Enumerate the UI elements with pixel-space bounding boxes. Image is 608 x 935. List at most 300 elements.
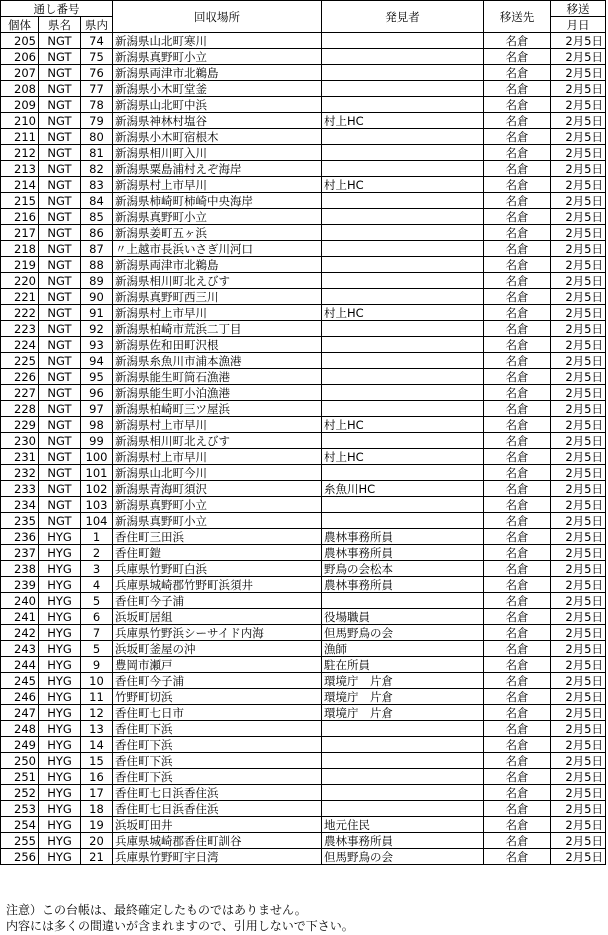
finder-cell — [322, 289, 484, 305]
individual-number-cell: 236 — [1, 529, 39, 545]
transfer-date-cell: 2月5日 — [551, 433, 606, 449]
individual-number-cell: 245 — [1, 673, 39, 689]
in-prefecture-number-cell: 14 — [81, 737, 113, 753]
table-row — [1, 721, 606, 737]
header-monthday: 月日 — [551, 17, 606, 33]
transfer-date-cell: 2月5日 — [551, 817, 606, 833]
prefecture-code-cell: NGT — [39, 193, 81, 209]
collection-location-cell: 兵庫県竹野町白浜 — [113, 561, 322, 577]
prefecture-code-cell: HYG — [39, 705, 81, 721]
table-row — [1, 513, 606, 529]
header-row-top — [1, 1, 606, 17]
prefecture-code-cell: HYG — [39, 609, 81, 625]
in-prefecture-number-cell: 74 — [81, 33, 113, 49]
prefecture-code-cell: NGT — [39, 513, 81, 529]
transfer-date-cell: 2月5日 — [551, 209, 606, 225]
transfer-date-cell: 2月5日 — [551, 337, 606, 353]
transfer-date-cell: 2月5日 — [551, 625, 606, 641]
table-row — [1, 369, 606, 385]
table-row — [1, 417, 606, 433]
individual-number-cell: 243 — [1, 641, 39, 657]
table-row — [1, 577, 606, 593]
table-row — [1, 465, 606, 481]
destination-cell: 名倉 — [484, 417, 551, 433]
individual-number-cell: 232 — [1, 465, 39, 481]
individual-number-cell: 222 — [1, 305, 39, 321]
in-prefecture-number-cell: 79 — [81, 113, 113, 129]
individual-number-cell: 230 — [1, 433, 39, 449]
table-row — [1, 49, 606, 65]
finder-cell — [322, 241, 484, 257]
transfer-date-cell: 2月5日 — [551, 33, 606, 49]
collection-location-cell: 香住町下浜 — [113, 737, 322, 753]
destination-cell: 名倉 — [484, 369, 551, 385]
table-row — [1, 641, 606, 657]
prefecture-code-cell: NGT — [39, 305, 81, 321]
prefecture-code-cell: HYG — [39, 657, 81, 673]
individual-number-cell: 221 — [1, 289, 39, 305]
finder-cell — [322, 337, 484, 353]
prefecture-code-cell: NGT — [39, 433, 81, 449]
in-prefecture-number-cell: 87 — [81, 241, 113, 257]
in-prefecture-number-cell: 17 — [81, 785, 113, 801]
prefecture-code-cell: HYG — [39, 545, 81, 561]
prefecture-code-cell: NGT — [39, 353, 81, 369]
finder-cell — [322, 353, 484, 369]
destination-cell: 名倉 — [484, 465, 551, 481]
transfer-date-cell: 2月5日 — [551, 401, 606, 417]
destination-cell: 名倉 — [484, 225, 551, 241]
transfer-date-cell: 2月5日 — [551, 529, 606, 545]
in-prefecture-number-cell: 84 — [81, 193, 113, 209]
table-row — [1, 497, 606, 513]
collection-location-cell: 香住町今子浦 — [113, 593, 322, 609]
finder-cell: 農林事務所員 — [322, 545, 484, 561]
prefecture-code-cell: HYG — [39, 593, 81, 609]
prefecture-code-cell: NGT — [39, 481, 81, 497]
destination-cell: 名倉 — [484, 561, 551, 577]
destination-cell: 名倉 — [484, 385, 551, 401]
destination-cell: 名倉 — [484, 257, 551, 273]
destination-cell: 名倉 — [484, 321, 551, 337]
transfer-date-cell: 2月5日 — [551, 497, 606, 513]
destination-cell: 名倉 — [484, 641, 551, 657]
destination-cell: 名倉 — [484, 289, 551, 305]
collection-location-cell: 浜坂町釜屋の沖 — [113, 641, 322, 657]
collection-location-cell: 新潟県山北町今川 — [113, 465, 322, 481]
table-row — [1, 337, 606, 353]
prefecture-code-cell: HYG — [39, 625, 81, 641]
in-prefecture-number-cell: 7 — [81, 625, 113, 641]
destination-cell: 名倉 — [484, 145, 551, 161]
collection-location-cell: 兵庫県竹野浜シーサイド内海 — [113, 625, 322, 641]
collection-location-cell: 新潟県能生町小泊漁港 — [113, 385, 322, 401]
prefecture-code-cell: NGT — [39, 337, 81, 353]
transfer-date-cell: 2月5日 — [551, 641, 606, 657]
collection-location-cell: 香住町三田浜 — [113, 529, 322, 545]
finder-cell — [322, 801, 484, 817]
finder-cell: 但馬野鳥の会 — [322, 625, 484, 641]
table-row — [1, 401, 606, 417]
finder-cell: 村上HC — [322, 113, 484, 129]
individual-number-cell: 250 — [1, 753, 39, 769]
transfer-date-cell: 2月5日 — [551, 609, 606, 625]
collection-location-cell: 兵庫県竹野町宇日湾 — [113, 849, 322, 865]
table-row — [1, 353, 606, 369]
prefecture-code-cell: HYG — [39, 753, 81, 769]
destination-cell: 名倉 — [484, 753, 551, 769]
in-prefecture-number-cell: 18 — [81, 801, 113, 817]
destination-cell: 名倉 — [484, 113, 551, 129]
prefecture-code-cell: NGT — [39, 49, 81, 65]
in-prefecture-number-cell: 102 — [81, 481, 113, 497]
transfer-date-cell: 2月5日 — [551, 97, 606, 113]
in-prefecture-number-cell: 99 — [81, 433, 113, 449]
in-prefecture-number-cell: 12 — [81, 705, 113, 721]
table-row — [1, 65, 606, 81]
in-prefecture-number-cell: 85 — [81, 209, 113, 225]
prefecture-code-cell: HYG — [39, 817, 81, 833]
collection-location-cell: 新潟県粟島浦村えぞ海岸 — [113, 161, 322, 177]
header-destination: 移送先 — [484, 1, 551, 33]
table-row — [1, 785, 606, 801]
collection-location-cell: 兵庫県城崎郡竹野町浜須井 — [113, 577, 322, 593]
table-row — [1, 113, 606, 129]
destination-cell: 名倉 — [484, 657, 551, 673]
individual-number-cell: 225 — [1, 353, 39, 369]
finder-cell: 駐在所員 — [322, 657, 484, 673]
collection-location-cell: 香住町今子浦 — [113, 673, 322, 689]
collection-location-cell: 新潟県村上市早川 — [113, 305, 322, 321]
destination-cell: 名倉 — [484, 305, 551, 321]
table-row — [1, 481, 606, 497]
transfer-date-cell: 2月5日 — [551, 673, 606, 689]
table-row — [1, 289, 606, 305]
transfer-date-cell: 2月5日 — [551, 721, 606, 737]
destination-cell: 名倉 — [484, 273, 551, 289]
prefecture-code-cell: HYG — [39, 833, 81, 849]
finder-cell: 漁師 — [322, 641, 484, 657]
individual-number-cell: 229 — [1, 417, 39, 433]
in-prefecture-number-cell: 91 — [81, 305, 113, 321]
table-row — [1, 833, 606, 849]
individual-number-cell: 211 — [1, 129, 39, 145]
finder-cell — [322, 97, 484, 113]
prefecture-code-cell: HYG — [39, 673, 81, 689]
header-transfer: 移送 — [551, 1, 606, 17]
destination-cell: 名倉 — [484, 65, 551, 81]
destination-cell: 名倉 — [484, 513, 551, 529]
collection-location-cell: 新潟県小木町宿根木 — [113, 129, 322, 145]
table-row — [1, 689, 606, 705]
header-finder: 発見者 — [322, 1, 484, 33]
individual-number-cell: 215 — [1, 193, 39, 209]
transfer-date-cell: 2月5日 — [551, 65, 606, 81]
in-prefecture-number-cell: 81 — [81, 145, 113, 161]
finder-cell — [322, 385, 484, 401]
in-prefecture-number-cell: 5 — [81, 641, 113, 657]
collection-location-cell: 新潟県姜町五ヶ浜 — [113, 225, 322, 241]
prefecture-code-cell: HYG — [39, 577, 81, 593]
destination-cell: 名倉 — [484, 625, 551, 641]
in-prefecture-number-cell: 10 — [81, 673, 113, 689]
in-prefecture-number-cell: 9 — [81, 657, 113, 673]
collection-location-cell: 浜坂町居組 — [113, 609, 322, 625]
collection-location-cell: 新潟県真野町小立 — [113, 497, 322, 513]
individual-number-cell: 226 — [1, 369, 39, 385]
table-row — [1, 225, 606, 241]
table-row — [1, 193, 606, 209]
collection-location-cell: 新潟県相川町北えびす — [113, 433, 322, 449]
header-location: 回収場所 — [113, 1, 322, 33]
prefecture-code-cell: HYG — [39, 737, 81, 753]
finder-cell: 村上HC — [322, 305, 484, 321]
disclaimer-line-1: 注意）この台帳は、最終確定したものではありません。 — [6, 903, 307, 917]
prefecture-code-cell: NGT — [39, 129, 81, 145]
header-prefname: 県名 — [39, 17, 81, 33]
table-row — [1, 321, 606, 337]
destination-cell: 名倉 — [484, 433, 551, 449]
collection-location-cell: 豊岡市瀬戸 — [113, 657, 322, 673]
transfer-date-cell: 2月5日 — [551, 657, 606, 673]
finder-cell — [322, 513, 484, 529]
prefecture-code-cell: NGT — [39, 289, 81, 305]
in-prefecture-number-cell: 5 — [81, 593, 113, 609]
transfer-date-cell: 2月5日 — [551, 833, 606, 849]
collection-location-cell: 新潟県村上市早川 — [113, 449, 322, 465]
finder-cell — [322, 401, 484, 417]
individual-number-cell: 213 — [1, 161, 39, 177]
finder-cell: 農林事務所員 — [322, 833, 484, 849]
individual-number-cell: 209 — [1, 97, 39, 113]
transfer-date-cell: 2月5日 — [551, 481, 606, 497]
destination-cell: 名倉 — [484, 241, 551, 257]
transfer-date-cell: 2月5日 — [551, 561, 606, 577]
prefecture-code-cell: HYG — [39, 641, 81, 657]
in-prefecture-number-cell: 82 — [81, 161, 113, 177]
table-row — [1, 817, 606, 833]
finder-cell: 農林事務所員 — [322, 577, 484, 593]
collection-location-cell: 新潟県村上市早川 — [113, 417, 322, 433]
table-row — [1, 657, 606, 673]
transfer-date-cell: 2月5日 — [551, 769, 606, 785]
destination-cell: 名倉 — [484, 337, 551, 353]
table-row — [1, 257, 606, 273]
destination-cell: 名倉 — [484, 673, 551, 689]
transfer-date-cell: 2月5日 — [551, 369, 606, 385]
prefecture-code-cell: HYG — [39, 529, 81, 545]
individual-number-cell: 228 — [1, 401, 39, 417]
collection-location-cell: 新潟県相川町入川 — [113, 145, 322, 161]
finder-cell — [322, 161, 484, 177]
collection-location-cell: 新潟県神林村塩谷 — [113, 113, 322, 129]
individual-number-cell: 244 — [1, 657, 39, 673]
transfer-date-cell: 2月5日 — [551, 225, 606, 241]
individual-number-cell: 234 — [1, 497, 39, 513]
destination-cell: 名倉 — [484, 49, 551, 65]
table-row — [1, 81, 606, 97]
destination-cell: 名倉 — [484, 593, 551, 609]
prefecture-code-cell: NGT — [39, 81, 81, 97]
in-prefecture-number-cell: 6 — [81, 609, 113, 625]
in-prefecture-number-cell: 77 — [81, 81, 113, 97]
in-prefecture-number-cell: 88 — [81, 257, 113, 273]
table-row — [1, 593, 606, 609]
destination-cell: 名倉 — [484, 33, 551, 49]
prefecture-code-cell: HYG — [39, 561, 81, 577]
transfer-date-cell: 2月5日 — [551, 465, 606, 481]
prefecture-code-cell: HYG — [39, 689, 81, 705]
collection-location-cell: 新潟県真野町小立 — [113, 209, 322, 225]
in-prefecture-number-cell: 83 — [81, 177, 113, 193]
in-prefecture-number-cell: 89 — [81, 273, 113, 289]
individual-number-cell: 233 — [1, 481, 39, 497]
transfer-date-cell: 2月5日 — [551, 737, 606, 753]
prefecture-code-cell: NGT — [39, 97, 81, 113]
table-row — [1, 33, 606, 49]
finder-cell: 但馬野鳥の会 — [322, 849, 484, 865]
prefecture-code-cell: NGT — [39, 401, 81, 417]
prefecture-code-cell: NGT — [39, 161, 81, 177]
in-prefecture-number-cell: 75 — [81, 49, 113, 65]
finder-cell: 糸魚川HC — [322, 481, 484, 497]
individual-number-cell: 240 — [1, 593, 39, 609]
destination-cell: 名倉 — [484, 577, 551, 593]
destination-cell: 名倉 — [484, 481, 551, 497]
destination-cell: 名倉 — [484, 721, 551, 737]
individual-number-cell: 238 — [1, 561, 39, 577]
destination-cell: 名倉 — [484, 545, 551, 561]
prefecture-code-cell: NGT — [39, 113, 81, 129]
individual-number-cell: 214 — [1, 177, 39, 193]
transfer-date-cell: 2月5日 — [551, 161, 606, 177]
individual-number-cell: 219 — [1, 257, 39, 273]
table-row — [1, 529, 606, 545]
prefecture-code-cell: NGT — [39, 177, 81, 193]
in-prefecture-number-cell: 104 — [81, 513, 113, 529]
individual-number-cell: 252 — [1, 785, 39, 801]
table-row — [1, 385, 606, 401]
finder-cell — [322, 49, 484, 65]
collection-location-cell: 香住町下浜 — [113, 753, 322, 769]
transfer-date-cell: 2月5日 — [551, 321, 606, 337]
in-prefecture-number-cell: 16 — [81, 769, 113, 785]
in-prefecture-number-cell: 97 — [81, 401, 113, 417]
disclaimer-line-2: 内容には多くの間違いが含まれますので、引用しないで下さい。 — [6, 919, 354, 933]
individual-number-cell: 224 — [1, 337, 39, 353]
transfer-date-cell: 2月5日 — [551, 241, 606, 257]
header-inpref: 県内 — [81, 17, 113, 33]
collection-location-cell: 新潟県柿崎町柿崎中央海岸 — [113, 193, 322, 209]
transfer-date-cell: 2月5日 — [551, 273, 606, 289]
in-prefecture-number-cell: 21 — [81, 849, 113, 865]
in-prefecture-number-cell: 15 — [81, 753, 113, 769]
finder-cell: 野鳥の会松本 — [322, 561, 484, 577]
table-row — [1, 273, 606, 289]
finder-cell — [322, 145, 484, 161]
table-row — [1, 449, 606, 465]
finder-cell — [322, 193, 484, 209]
collection-location-cell: 新潟県相川町北えびす — [113, 273, 322, 289]
in-prefecture-number-cell: 100 — [81, 449, 113, 465]
prefecture-code-cell: NGT — [39, 465, 81, 481]
collection-location-cell: 新潟県村上市早川 — [113, 177, 322, 193]
finder-cell: 農林事務所員 — [322, 529, 484, 545]
collection-location-cell: 新潟県佐和田町沢根 — [113, 337, 322, 353]
in-prefecture-number-cell: 2 — [81, 545, 113, 561]
transfer-date-cell: 2月5日 — [551, 577, 606, 593]
transfer-date-cell: 2月5日 — [551, 689, 606, 705]
table-row — [1, 241, 606, 257]
destination-cell: 名倉 — [484, 849, 551, 865]
in-prefecture-number-cell: 93 — [81, 337, 113, 353]
transfer-date-cell: 2月5日 — [551, 353, 606, 369]
individual-number-cell: 210 — [1, 113, 39, 129]
finder-cell — [322, 369, 484, 385]
individual-number-cell: 256 — [1, 849, 39, 865]
table-row — [1, 801, 606, 817]
collection-location-cell: 兵庫県城崎郡香住町訓谷 — [113, 833, 322, 849]
transfer-date-cell: 2月5日 — [551, 289, 606, 305]
transfer-date-cell: 2月5日 — [551, 593, 606, 609]
finder-cell — [322, 65, 484, 81]
individual-number-cell: 218 — [1, 241, 39, 257]
destination-cell: 名倉 — [484, 193, 551, 209]
in-prefecture-number-cell: 11 — [81, 689, 113, 705]
destination-cell: 名倉 — [484, 81, 551, 97]
destination-cell: 名倉 — [484, 449, 551, 465]
table-row — [1, 609, 606, 625]
in-prefecture-number-cell: 78 — [81, 97, 113, 113]
transfer-date-cell: 2月5日 — [551, 113, 606, 129]
transfer-date-cell: 2月5日 — [551, 785, 606, 801]
individual-number-cell: 231 — [1, 449, 39, 465]
prefecture-code-cell: NGT — [39, 273, 81, 289]
finder-cell — [322, 209, 484, 225]
individual-number-cell: 207 — [1, 65, 39, 81]
prefecture-code-cell: NGT — [39, 241, 81, 257]
collection-location-cell: 香住町七日市 — [113, 705, 322, 721]
prefecture-code-cell: HYG — [39, 801, 81, 817]
prefecture-code-cell: HYG — [39, 849, 81, 865]
in-prefecture-number-cell: 94 — [81, 353, 113, 369]
prefecture-code-cell: NGT — [39, 385, 81, 401]
collection-location-cell: 新潟県柏崎市荒浜二丁目 — [113, 321, 322, 337]
individual-number-cell: 220 — [1, 273, 39, 289]
collection-location-cell: 香住町七日浜香住浜 — [113, 801, 322, 817]
finder-cell — [322, 129, 484, 145]
transfer-date-cell: 2月5日 — [551, 305, 606, 321]
table-row — [1, 97, 606, 113]
individual-number-cell: 217 — [1, 225, 39, 241]
collection-location-cell: 新潟県真野町西三川 — [113, 289, 322, 305]
individual-number-cell: 254 — [1, 817, 39, 833]
table-row — [1, 129, 606, 145]
prefecture-code-cell: NGT — [39, 497, 81, 513]
table-row — [1, 161, 606, 177]
prefecture-code-cell: NGT — [39, 65, 81, 81]
table-row — [1, 209, 606, 225]
in-prefecture-number-cell: 19 — [81, 817, 113, 833]
individual-number-cell: 246 — [1, 689, 39, 705]
in-prefecture-number-cell: 4 — [81, 577, 113, 593]
finder-cell — [322, 753, 484, 769]
table-row — [1, 145, 606, 161]
prefecture-code-cell: HYG — [39, 785, 81, 801]
destination-cell: 名倉 — [484, 801, 551, 817]
individual-number-cell: 216 — [1, 209, 39, 225]
in-prefecture-number-cell: 96 — [81, 385, 113, 401]
